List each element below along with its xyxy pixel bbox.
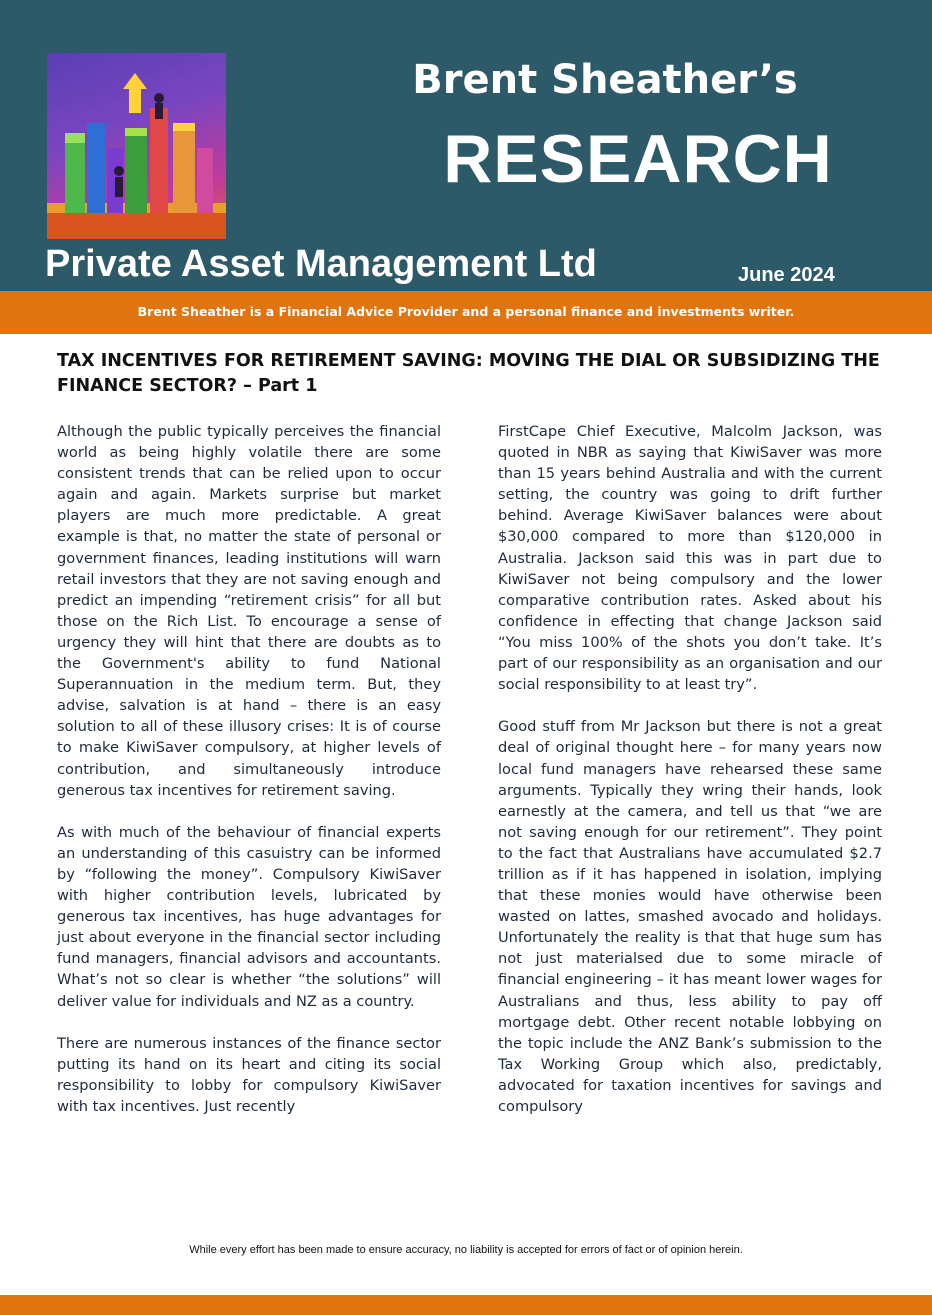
footer-bar: [0, 1295, 932, 1315]
article-paragraph: As with much of the behaviour of financial experts an understanding of this casuistry can be informed by “following the money”. Compulsory KiwiSaver with higher contribution levels, lubricated by generous tax incentives, has huge advantages for just about everyone in the financial sector including fund managers, financial advisors and accountants. What’s not so clear is whether “the solutions” will deliver value for individuals and NZ as a country.: [57, 823, 441, 1010]
article-paragraph: Although the public typically perceives the financial world as being highly volatile there are some consistent trends that can be relied upon to occur again and again. Markets surprise but market players are much more predictable. A great example is that, no matter the state of personal or government finances, leading institutions will warn retail investors that they are not saving enough and predict an impending “retirement crisis” for all but those on the Rich List. To encourage a sense of urgency they will hint that there are doubts as to the Government's ability to fund National Superannuation in the medium term. But, they advise, salvation is at hand – there is an easy solution to all of these illusory crises: It is of course to make KiwiSaver compulsory, at higher levels of contribution, and simultaneously introduce generous tax incentives for retirement saving.: [57, 423, 441, 799]
article-paragraph: Good stuff from Mr Jackson but there is not a great deal of original thought here – for many years now local fund managers have rehearsed these same arguments. Typically they wring their hands, look earnestly at the camera, and tell us that “we are not saving enough for our retirement”. They point to the fact that Australians have accumulated $2.7 trillion as if it has happened in isolation, implying that these monies would have otherwise been wasted on lattes, smashed avocado and holidays. Unfortunately the reality is that that huge sum has not just materialsed due to some miracle of financial engineering – it has meant lower wages for Australians and thus, less ability to pay off mortgage debt. Other recent notable lobbying on the topic include the ANZ Bank’s submission to the Tax Working Group which also, predictably, advocated for taxation incentives for savings and compulsory: [498, 718, 882, 1115]
article-column-left: [57, 421, 441, 1117]
article-paragraph: There are numerous instances of the finance sector putting its hand on its heart and citing its social responsibility to lobby for compulsory KiwiSaver with tax incentives. Just recently: [57, 1034, 441, 1115]
article-headline: TAX INCENTIVES FOR RETIREMENT SAVING: MOVING THE DIAL OR SUBSIDIZING THE FINANCE SECTOR? – Part 1: [57, 351, 880, 396]
article-paragraph: FirstCape Chief Executive, Malcolm Jackson, was quoted in NBR as saying that KiwiSaver was more than 15 years behind Australia and with the current setting, the country was going to drift further behind. Average KiwiSaver balances were about $30,000 compared to more than $120,000 in Australia. Jackson said this was in part due to KiwiSaver not being compulsory and the lower comparative contribution rates. Asked about his confidence in effecting that change Jackson said “You miss 100% of the shots you don’t take. It’s part of our responsibility as an organisation and our social responsibility to at least try”.: [498, 423, 882, 694]
issue-date: June 2024: [738, 264, 835, 286]
rising-bar-chart-illustration-icon: [47, 53, 226, 239]
tagline-bar: [0, 291, 932, 334]
masthead: [0, 0, 932, 291]
article-column-right: [498, 421, 882, 1117]
brand-research-word: RESEARCH: [443, 121, 833, 197]
tagline-text: Brent Sheather is a Financial Advice Provider and a personal finance and investments writer.: [137, 304, 795, 319]
disclaimer: While every effort has been made to ensure accuracy, no liability is accepted for errors of fact or of opinion herein.: [189, 1244, 743, 1256]
brand-title: Brent Sheather’s: [412, 57, 798, 103]
company-name: Private Asset Management Ltd: [45, 243, 597, 285]
